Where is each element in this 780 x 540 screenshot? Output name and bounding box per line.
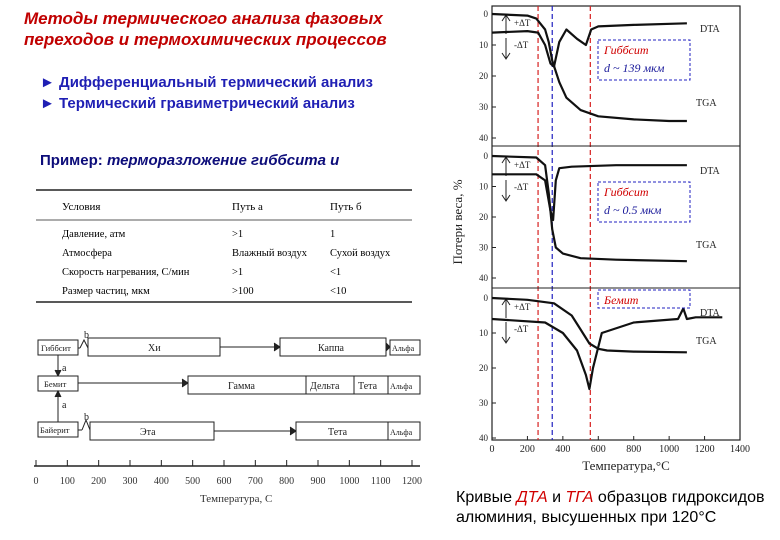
dta-label: DTA [700, 308, 720, 319]
tga-label: TGA [696, 336, 717, 347]
tga-label: TGA [696, 98, 717, 109]
y-tick-label: 10 [479, 181, 488, 192]
slide-title [24, 8, 464, 50]
y-tick-label: 40 [479, 433, 488, 443]
dta-marker-minus: -ΔT [514, 324, 529, 334]
example-text: терморазложение гиббсита и [106, 152, 340, 169]
example-prefix: Пример: [40, 152, 103, 169]
phase-label-chi: Хи [148, 343, 161, 354]
table-cell: Размер частиц, мкм [62, 286, 150, 297]
method-item-tga: ► Термический гравиметрический анализ [40, 95, 355, 112]
table-cell: >100 [232, 286, 254, 297]
axis-tick-label: 500 [185, 476, 201, 487]
sample-label: Бемит [604, 293, 639, 307]
dta-marker-minus: -ΔT [514, 182, 529, 192]
path-label-a: a [62, 400, 67, 411]
phase-label-theta: Тета [328, 427, 348, 438]
table-row [62, 248, 391, 259]
path-label-b: b [84, 330, 89, 341]
methods-list [40, 72, 373, 114]
phase-label-boehmite: Бемит [44, 379, 67, 389]
caption-part: образцов гидроксидов алюминия, высушенных при 120°С [456, 489, 765, 526]
caption-part: и [547, 489, 566, 506]
y-tick-label: 20 [479, 212, 488, 222]
x-tick-label: 800 [626, 444, 642, 455]
axis-tick-label: 600 [216, 476, 232, 487]
x-tick-label: 600 [590, 444, 606, 455]
axis-tick-label: 0 [33, 476, 39, 487]
y-tick-label: 10 [479, 328, 488, 338]
table-header-path-b: Путь б [330, 201, 362, 213]
phase-label-eta: Эта [140, 427, 156, 438]
phase-label-alpha: Альфа [390, 382, 413, 391]
phase-diagram [34, 338, 420, 466]
tga-label: TGA [696, 240, 717, 251]
phase-label-bayerite: Байерит [40, 425, 70, 435]
dta-tga-chart [440, 0, 780, 486]
axis-tick-label: 300 [122, 476, 138, 487]
slide-title-line2: переходов и термохимических процессов [24, 30, 387, 49]
table-cell: >1 [232, 229, 244, 240]
y-tick-label: 20 [479, 71, 488, 81]
table-header-conditions: Условия [62, 201, 101, 213]
axis-tick-label: 900 [310, 476, 326, 487]
sample-size-label: d ~ 139 мкм [604, 61, 665, 75]
table-cell: Давление, атм [62, 229, 126, 240]
axis-tick-label: 1000 [339, 476, 360, 487]
x-tick-label: 1400 [730, 444, 750, 455]
y-tick-label: 40 [479, 133, 488, 143]
axis-tick-label: 1100 [370, 476, 391, 487]
sample-label: Гиббсит [604, 43, 649, 57]
figure-caption [456, 488, 776, 528]
table-cell: Скорость нагревания, С/мин [62, 267, 190, 278]
axis-tick-label: 100 [59, 476, 75, 487]
dta-label: DTA [700, 24, 720, 35]
sample-label: Гиббсит [604, 185, 649, 199]
x-axis-label: Температура,°C [582, 458, 670, 473]
table-cell: Атмосфера [62, 248, 112, 259]
y-axis-label: Потери веса, % [450, 179, 465, 265]
x-tick-label: 1000 [659, 444, 680, 455]
y-tick-label: 0 [483, 9, 488, 19]
x-tick-label: 200 [519, 444, 535, 455]
dta-curve [492, 309, 722, 390]
phase-transformation-figure [0, 180, 440, 510]
phase-label-theta: Тета [358, 381, 378, 392]
table-cell: Влажный воздух [232, 248, 308, 259]
y-tick-label: 0 [483, 293, 488, 303]
phase-label-alpha: Альфа [390, 428, 413, 437]
y-tick-label: 20 [479, 363, 488, 373]
table-cell: <10 [330, 286, 347, 297]
axis-tick-label: 400 [153, 476, 169, 487]
phase-label-alpha: Альфа [392, 344, 415, 353]
table-cell: <1 [330, 267, 342, 278]
temperature-axis-ticks [34, 460, 423, 487]
table-cell: >1 [232, 267, 244, 278]
table-row [62, 286, 346, 297]
y-tick-label: 10 [479, 40, 488, 50]
phase-label-gamma: Гамма [228, 381, 255, 392]
axis-tick-label: 1200 [402, 476, 422, 487]
path-label-a: a [62, 363, 67, 374]
phase-label-gibbsite: Гиббсит [41, 343, 71, 353]
method-item-dta: ► Дифференциальный термический анализ [40, 74, 373, 91]
y-tick-label: 40 [479, 273, 488, 283]
axis-tick-label: 800 [279, 476, 295, 487]
caption-tga: ТГА [565, 489, 594, 506]
phase-label-delta: Дельта [310, 381, 340, 392]
y-tick-label: 30 [479, 398, 488, 408]
phase-label-kappa: Каппа [318, 343, 344, 354]
x-tick-label: 400 [555, 444, 571, 455]
y-tick-label: 0 [483, 151, 488, 161]
table-row [62, 229, 335, 240]
caption-part: Кривые [456, 489, 517, 506]
table-cell: 1 [330, 229, 336, 240]
table-cell: Сухой воздух [330, 248, 391, 259]
dta-marker-plus: +ΔT [514, 160, 531, 170]
caption-dta: ДТА [516, 489, 548, 506]
y-tick-label: 30 [479, 102, 488, 112]
example-line [40, 152, 339, 169]
slide-title-line1: Методы термического анализа фазовых [24, 9, 383, 28]
sample-size-label: d ~ 0.5 мкм [604, 203, 662, 217]
axis-tick-label: 200 [91, 476, 107, 487]
temperature-axis-label: Температура, С [200, 493, 273, 505]
x-tick-label: 1200 [694, 444, 715, 455]
y-tick-label: 30 [479, 242, 488, 253]
table-row [62, 267, 341, 278]
path-label-b: b [84, 412, 89, 423]
dta-marker-plus: +ΔT [514, 18, 531, 28]
axis-tick-label: 700 [247, 476, 263, 487]
dta-marker-plus: +ΔT [514, 302, 531, 312]
table-header-path-a: Путь а [232, 201, 263, 213]
x-tick-label: 0 [489, 444, 495, 455]
dta-label: DTA [700, 166, 720, 177]
dta-marker-minus: -ΔT [514, 40, 529, 50]
